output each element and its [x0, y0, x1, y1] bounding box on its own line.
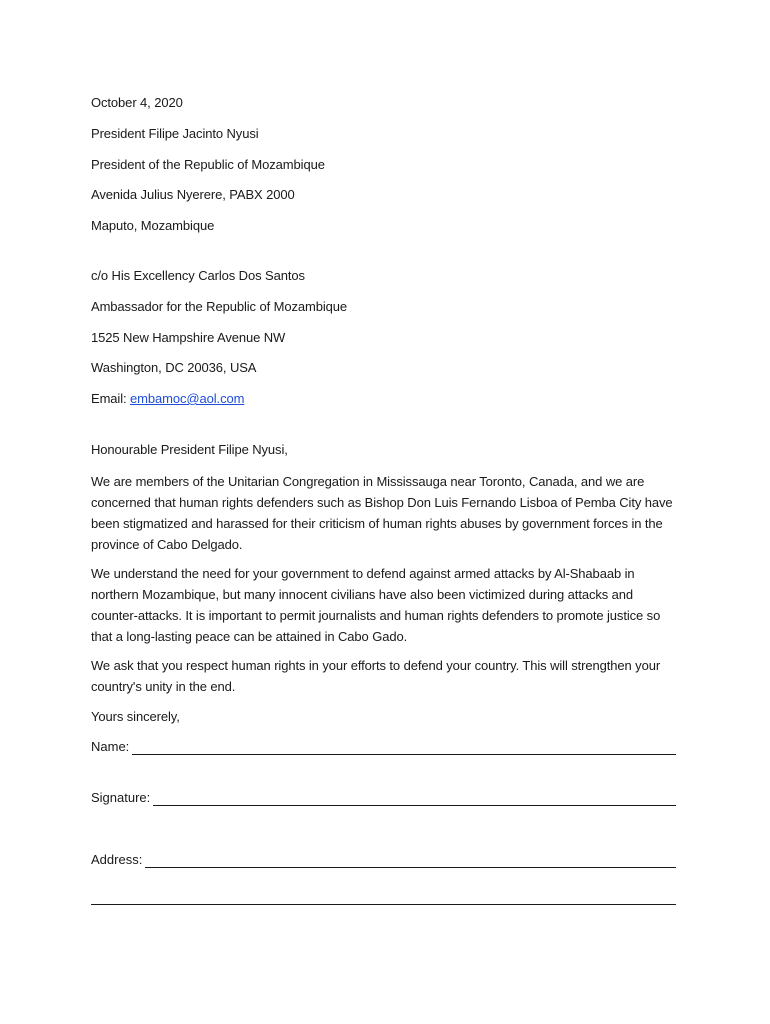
care-of-city: Washington, DC 20036, USA	[91, 360, 257, 375]
address-field	[91, 852, 676, 868]
closing: Yours sincerely,	[91, 709, 180, 724]
email-label: Email:	[91, 391, 131, 406]
letter-date: October 4, 2020	[91, 95, 183, 110]
address-label: Address:	[91, 852, 143, 867]
body-paragraph-3: We ask that you respect human rights in your efforts to defend your country. This will strengthen your country's unity in the end.	[91, 658, 661, 694]
address-continuation-line[interactable]	[91, 904, 676, 905]
email-link[interactable]: embamoc@aol.com	[130, 391, 245, 406]
name-label: Name:	[91, 739, 130, 754]
care-of-line: c/o His Excellency Carlos Dos Santos	[91, 268, 305, 283]
name-field	[91, 739, 676, 755]
email-line	[91, 391, 244, 407]
signature-input-line[interactable]	[153, 792, 676, 806]
recipient-city: Maputo, Mozambique	[91, 218, 215, 233]
recipient-title: President of the Republic of Mozambique	[91, 157, 325, 172]
recipient-address: Avenida Julius Nyerere, PABX 2000	[91, 187, 295, 202]
care-of-title: Ambassador for the Republic of Mozambique	[91, 299, 348, 314]
recipient-name: President Filipe Jacinto Nyusi	[91, 126, 259, 141]
salutation: Honourable President Filipe Nyusi,	[91, 442, 288, 457]
body-paragraph-1: We are members of the Unitarian Congregation in Mississauga near Toronto, Canada, and we are concerned that human rights defenders such as Bishop Don Luis Fernando Lisboa of Pemba City have been stigmatized and harassed for their criticism of human rights abuses by government forces in the province of Cabo Delgado.	[91, 474, 673, 552]
care-of-address: 1525 New Hampshire Avenue NW	[91, 330, 286, 345]
address-input-line[interactable]	[145, 854, 676, 868]
signature-field	[91, 790, 676, 806]
name-input-line[interactable]	[132, 741, 676, 755]
signature-label: Signature:	[91, 790, 151, 805]
body-paragraph-2: We understand the need for your government to defend against armed attacks by Al-Shabaab in northern Mozambique, but many innocent civilians have also been victimized during attacks and counter-attacks. It is important to permit journalists and human rights defenders to promote justice so that a long-lasting peace can be attained in Cabo Gado.	[91, 566, 661, 644]
